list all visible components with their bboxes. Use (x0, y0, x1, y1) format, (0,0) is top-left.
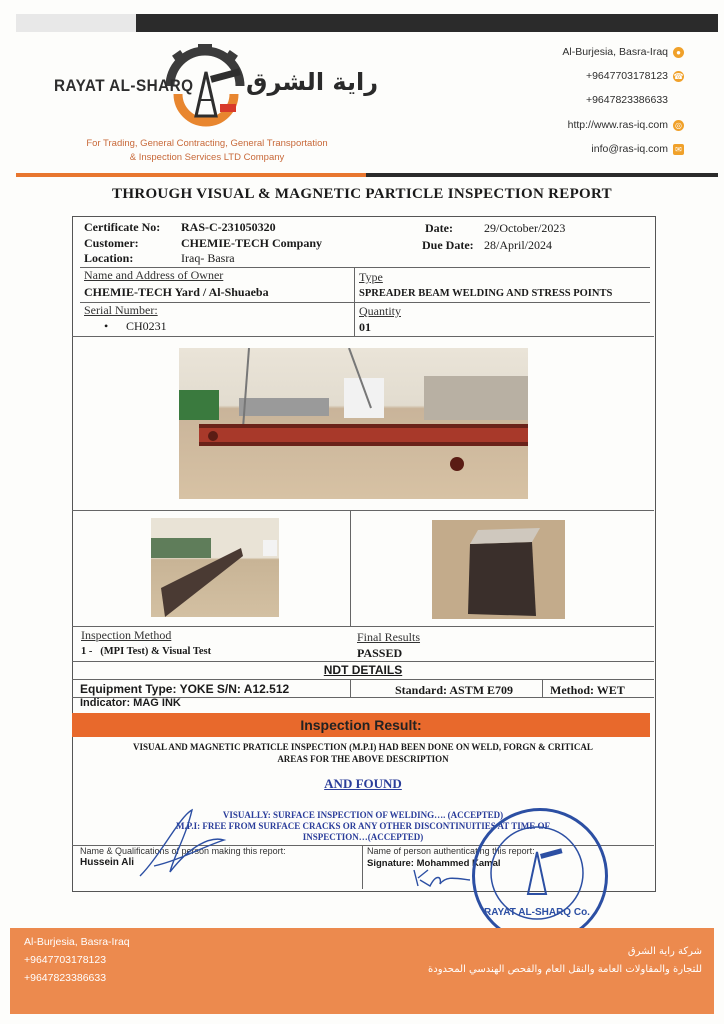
location-pin-icon: ● (673, 47, 684, 58)
auth-signature: Signature: Mohammed Kamal (367, 858, 501, 869)
inspection-result-banner: Inspection Result: (72, 713, 650, 737)
indicator: Indicator: MAG INK (80, 697, 181, 709)
mail-icon: ✉ (673, 144, 684, 155)
certificate-value: RAS-C-231050320 (181, 220, 276, 234)
auth-signature-icon (410, 866, 480, 890)
footer-phone2: +9647823386633 (24, 972, 107, 984)
finding-1: VISUALLY: SURFACE INSPECTION OF WELDING…. (ACCEPTED) (222, 810, 504, 820)
date-value: 29/October/2023 (484, 221, 566, 235)
weld-closeup-photo (432, 520, 565, 619)
date-label: Date: (425, 221, 453, 235)
divider (362, 845, 363, 889)
divider (72, 626, 654, 627)
phone-icon: ☎ (673, 71, 684, 81)
contact-phone1 (586, 70, 684, 82)
standard: Standard: ASTM E709 (395, 683, 514, 697)
finding-2: M.P.I: FREE FROM SURFACE CRACKS OR ANY OTHER DISCONTINUITIES AT TIME OF (176, 821, 550, 831)
divider (350, 679, 351, 697)
inspector-label: Name & Qualifications of person making this report: (80, 846, 286, 856)
due-date-label: Due Date: (422, 238, 474, 252)
header-divider-accent (16, 173, 366, 177)
footer-ar-desc: للتجارة والمقاولات العامة والنقل العام والفحص الهندسي المحدودة (428, 964, 702, 975)
contact-phone2 (586, 94, 668, 106)
finding-3: INSPECTION…(ACCEPTED) (302, 832, 424, 842)
divider (80, 302, 650, 303)
weld-closeup-image (432, 520, 565, 619)
contact-address-text: Al-Burjesia, Basra-Iraq (562, 46, 668, 58)
tagline-line-1: For Trading, General Contracting, General Transportation (86, 138, 328, 149)
quantity-label: Quantity (359, 304, 401, 318)
certificate-label: Certificate No: (84, 220, 161, 234)
serial-bullet: • (104, 319, 109, 333)
stamp-text: RAYAT AL-SHARQ Co. (484, 907, 590, 918)
result-description (72, 741, 654, 765)
ndt-title: NDT DETAILS (323, 663, 403, 677)
and-found: AND FOUND (324, 776, 402, 791)
owner-label: Name and Address of Owner (84, 268, 224, 282)
contact-email-text: info@ras-iq.com (591, 143, 668, 155)
contact-website-text: http://www.ras-iq.com (567, 119, 668, 131)
location-label: Location: (84, 251, 134, 265)
type-label: Type (359, 270, 383, 284)
method-type: Method: WET (550, 683, 625, 697)
results-value: PASSED (357, 646, 403, 660)
company-tagline (52, 137, 362, 165)
footer-address: Al-Burjesia, Basra-Iraq (24, 936, 130, 948)
inspector-signature-icon (130, 806, 230, 884)
contact-email (591, 143, 684, 155)
divider (542, 679, 543, 697)
tagline-line-2: & Inspection Services LTD Company (129, 152, 285, 163)
spreader-beam-image (179, 348, 528, 499)
beam-side-image (151, 518, 279, 617)
inspector-name: Hussein Ali (80, 857, 135, 868)
method-value: 1 - (MPI Test) & Visual Test (81, 646, 212, 657)
quantity-value: 01 (359, 320, 371, 334)
contact-phone2-text: +9647823386633 (585, 94, 668, 106)
footer-phone1: +9647703178123 (24, 954, 107, 966)
divider (72, 661, 654, 662)
report-title: THROUGH VISUAL & MAGNETIC PARTICLE INSPECTION REPORT (112, 186, 612, 202)
customer-label: Customer: (84, 236, 139, 250)
contact-address (562, 46, 684, 58)
method-label: Inspection Method (81, 628, 172, 642)
spreader-beam-photo (179, 348, 528, 499)
location-value: Iraq- Basra (181, 251, 235, 265)
divider (72, 510, 654, 511)
result-text-1: VISUAL AND MAGNETIC PRATICLE INSPECTION (M.P.I) HAD BEEN DONE ON WELD, FORGN & CRITICAL (133, 742, 593, 752)
company-name-en: RAYAT AL-SHARQ (54, 76, 194, 95)
auth-label: Name of person authenticating this report: (367, 846, 535, 856)
due-date-value: 28/April/2024 (484, 238, 552, 252)
stamp-seal-icon (472, 808, 602, 938)
divider (72, 336, 654, 337)
serial-value: CH0231 (126, 319, 167, 333)
contact-phone1-text: +9647703178123 (585, 70, 668, 82)
contact-website (568, 119, 684, 131)
divider (350, 510, 351, 626)
customer-value: CHEMIE-TECH Company (181, 236, 323, 250)
equipment-type: Equipment Type: YOKE S/N: A12.512 (80, 682, 290, 696)
result-text-2: AREAS FOR THE ABOVE DESCRIPTION (277, 754, 449, 764)
divider (72, 679, 654, 680)
type-value: SPREADER BEAM WELDING AND STRESS POINTS (359, 288, 613, 299)
serial-label: Serial Number: (84, 303, 158, 317)
company-stamp (472, 808, 608, 944)
globe-icon: ◎ (673, 120, 684, 131)
company-name-ar: راية الشرق (246, 68, 379, 96)
footer-ar-name: شركة راية الشرق (627, 946, 702, 957)
results-label: Final Results (357, 630, 421, 644)
beam-side-photo (151, 518, 279, 617)
header-top-bar-accent (16, 14, 136, 32)
owner-value: CHEMIE-TECH Yard / Al-Shuaeba (84, 285, 269, 299)
